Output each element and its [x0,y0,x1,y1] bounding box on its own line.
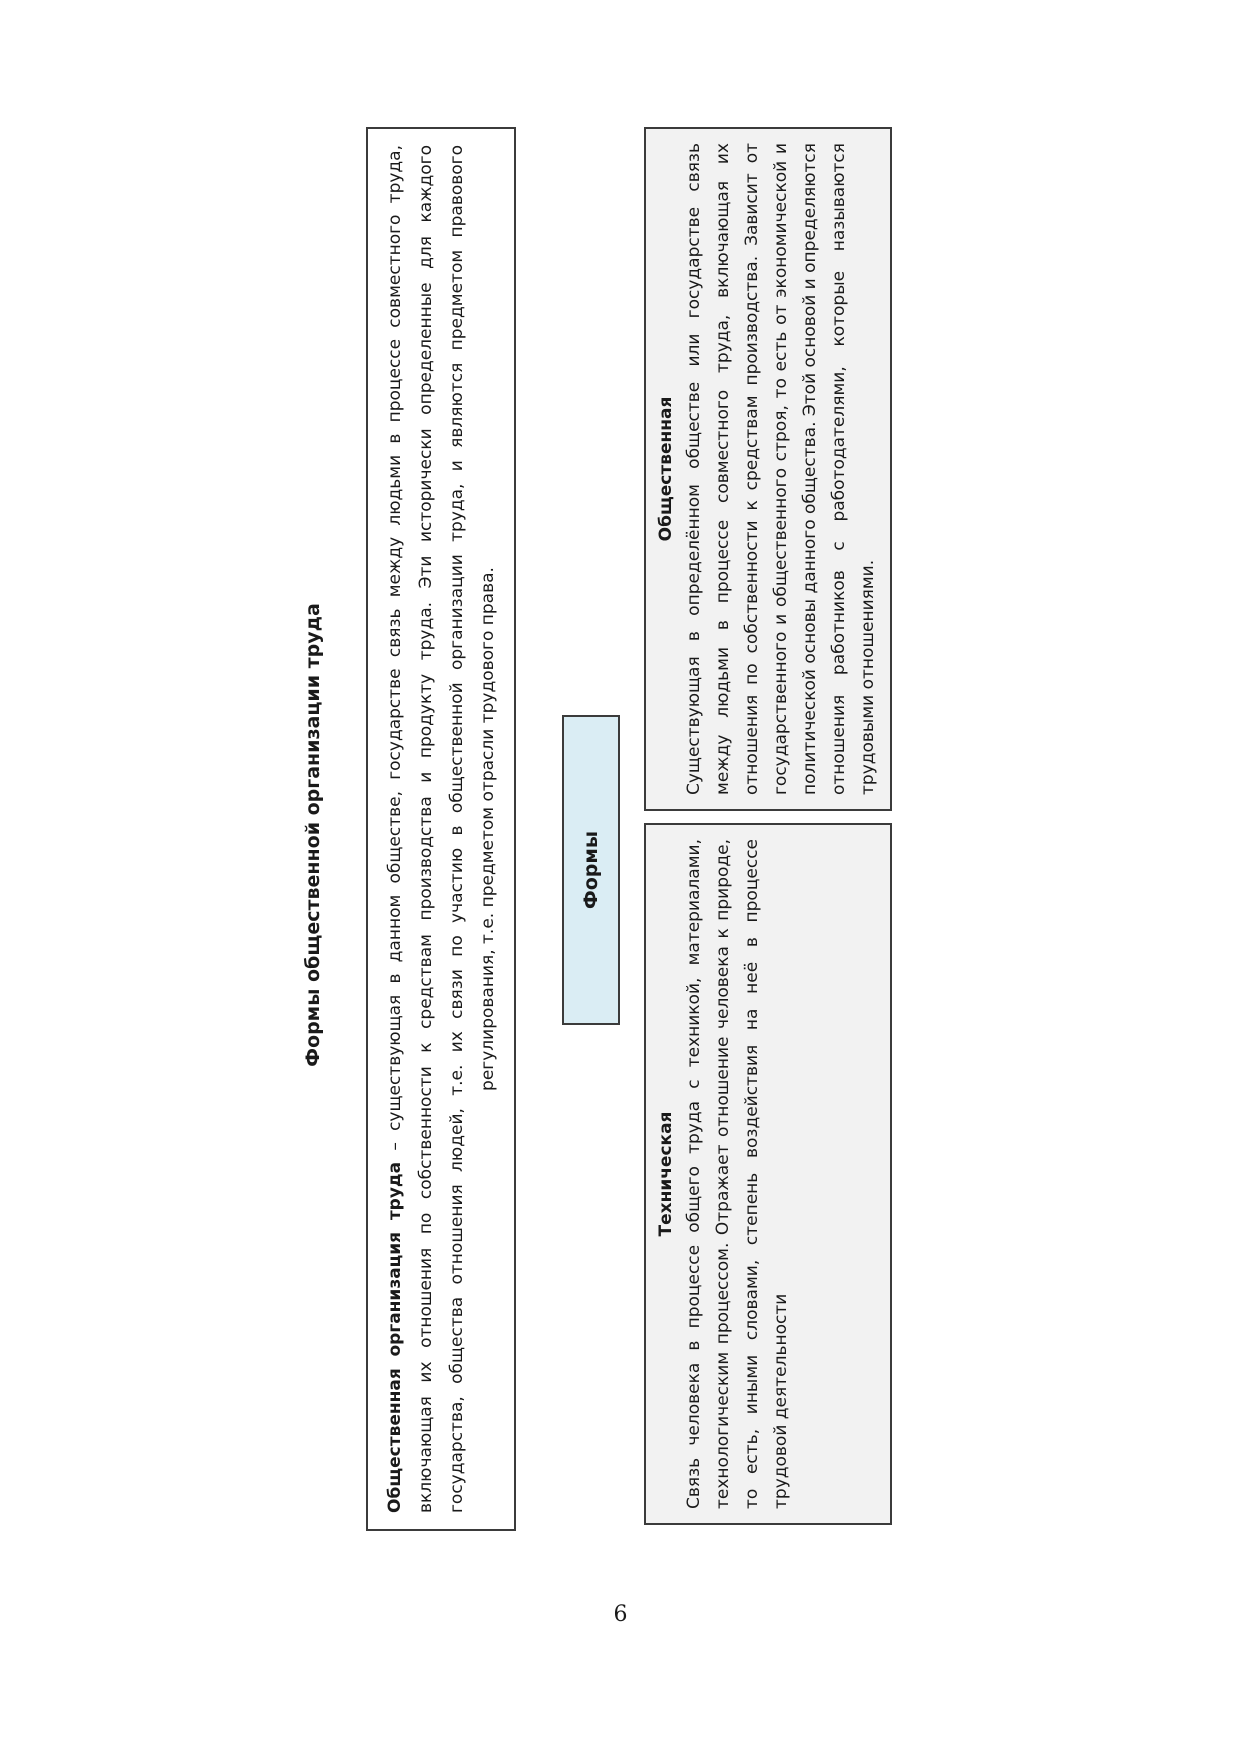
forms-label: Формы [580,830,602,910]
definition-text: – существующая в данном обществе, государстве связь между людьми в процессе совместного труда, включающая их отношения по собственности к средствам производства и продукту труда. Эти исторически определенные для каждого государства, общества отношения людей, т.е. их связи по участию в общественной организации труда, и являются предметом правового регулирования, т.е. предметом отрасли трудового права. [385,145,498,1513]
form-card-technical [644,823,892,1525]
form-card-social [644,127,892,811]
form-title-social: Общественная [656,396,676,542]
form-title-technical: Техническая [656,1111,676,1237]
page-number: 6 [613,1602,628,1627]
definition-term: Общественная организация труда [385,1161,405,1513]
rotated-content [280,125,920,1545]
form-text-social: Существующая в определённом обществе или государстве связь между людьми в процессе совместного труда, включающая их отношения по собственности к средствам производства. Зависит от государственного и общественного строя, то есть от экономической и политической основы данного общества. Этой основой и определяются отношения работников с работодателями, которые называются трудовыми отношениями. [684,143,878,795]
form-text-technical: Связь человека в процессе общего труда с техникой, материалами, технологическим процессом. Отражает отношение человека к природе, то есть, иными словами, степень воздействия на неё в процессе трудовой деятельности [684,839,791,1509]
definition-box [366,127,516,1531]
page-title: Формы общественной организации труда [302,603,324,1067]
forms-label-box [562,715,620,1025]
